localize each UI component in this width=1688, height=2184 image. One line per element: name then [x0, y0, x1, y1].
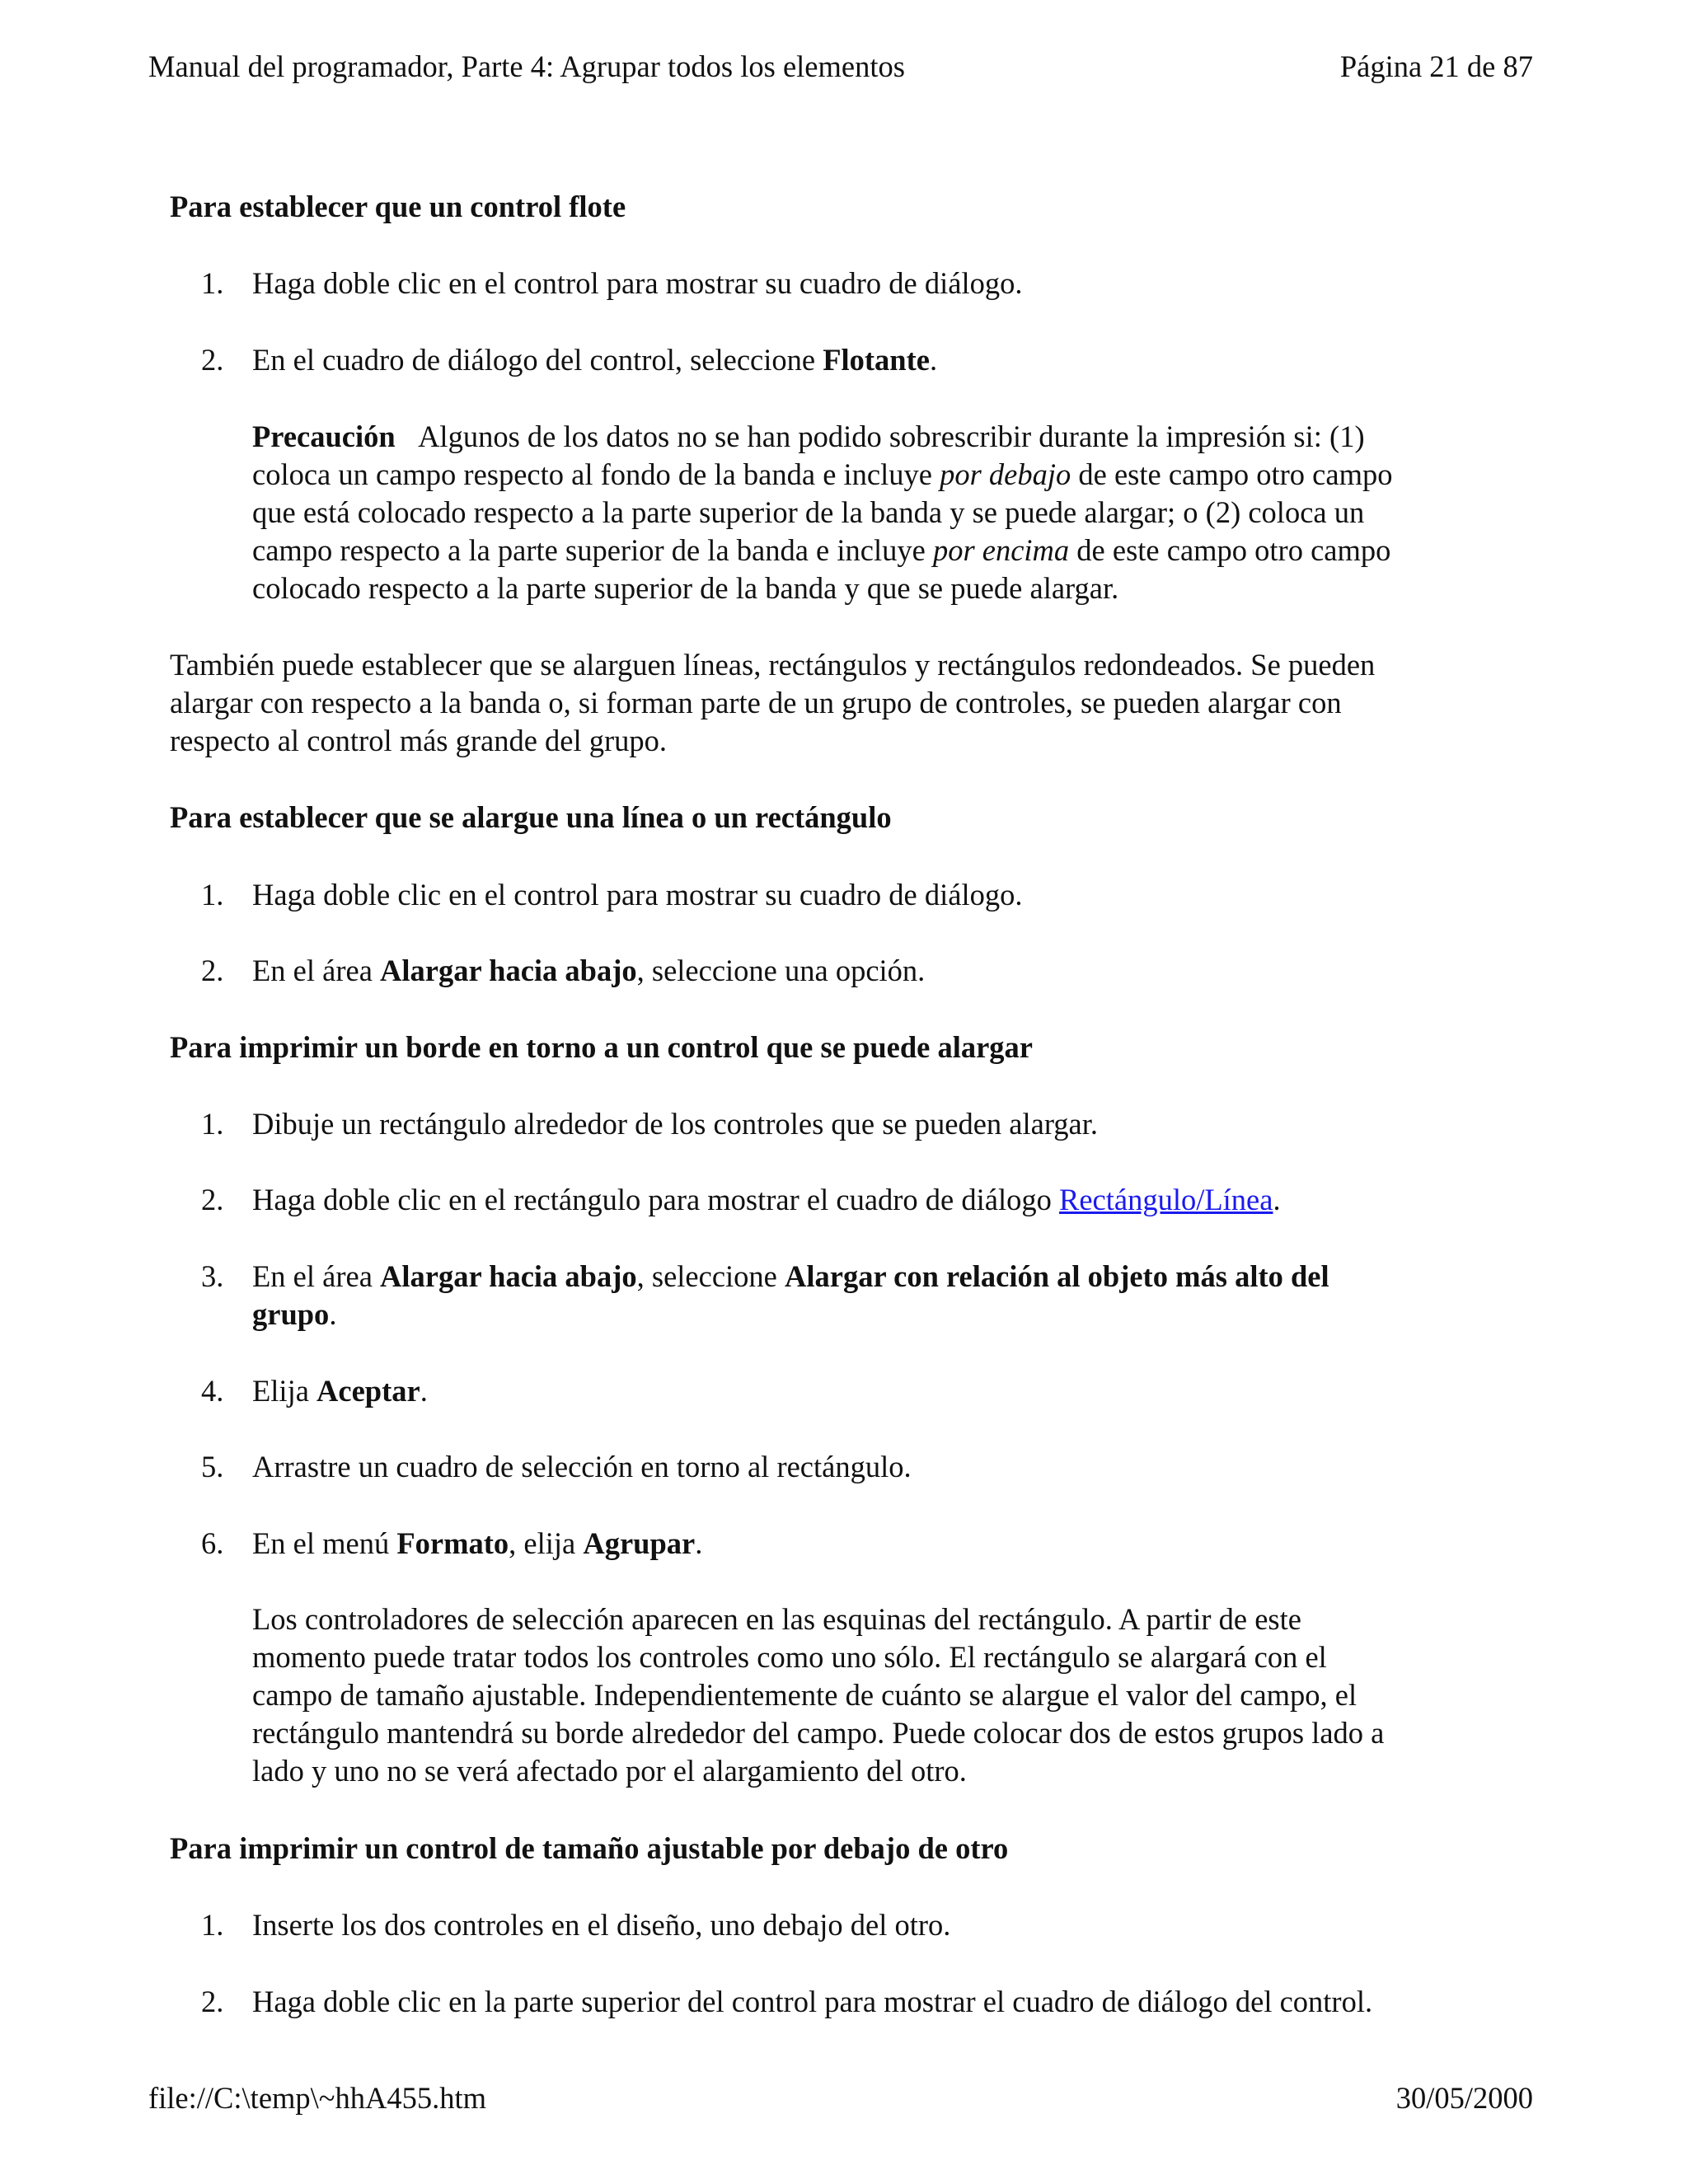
list-item-text: Haga doble clic en la parte superior del control para mostrar el cuadro de diálogo del control.: [252, 1985, 1373, 2018]
list-item-text: Dibuje un rectángulo alrededor de los controles que se pueden alargar.: [252, 1107, 1099, 1141]
body-paragraph: También puede establecer que se alarguen líneas, rectángulos y rectángulos redondeados. Se pueden alargar con respecto a la banda o, si forman parte de un grupo de controles, se pueden alargar con respecto al control más grande del grupo.: [170, 648, 1376, 757]
list-item-text: Arrastre un cuadro de selección en torno al rectángulo.: [252, 1450, 912, 1483]
list-item-number: 2.: [201, 343, 224, 377]
section-heading-border: Para imprimir un borde en torno a un control que se puede alargar: [170, 1030, 1034, 1064]
list-item-number: 1.: [201, 1908, 224, 1942]
list-item-text: Haga doble clic en el control para mostrar su cuadro de diálogo.: [252, 266, 1023, 300]
list-item-number: 1.: [201, 878, 224, 912]
list-item-number: 2.: [201, 954, 224, 987]
section-heading-print-below: Para imprimir un control de tamaño ajustable por debajo de otro: [170, 1831, 1009, 1865]
page-header-title: Manual del programador, Parte 4: Agrupar todos los elementos: [148, 49, 905, 83]
list-item-text: En el menú Formato, elija Agrupar.: [252, 1526, 703, 1560]
list-item-text: En el cuadro de diálogo del control, seleccione Flotante.: [252, 343, 938, 377]
list-item-text: En el área Alargar hacia abajo, seleccione una opción.: [252, 954, 926, 987]
list-item-number: 2.: [201, 1183, 224, 1216]
list-item-number: 1.: [201, 1107, 224, 1141]
list-item-number: 4.: [201, 1374, 224, 1408]
list-item-number: 2.: [201, 1985, 224, 2018]
section-heading-float: Para establecer que un control flote: [170, 190, 626, 223]
list-item-number: 3.: [201, 1259, 224, 1293]
page-number: Página 21 de 87: [1339, 49, 1533, 83]
ui-term: Flotante: [823, 343, 930, 377]
list-item-number: 1.: [201, 266, 224, 300]
section-heading-stretch-line: Para establecer que se alargue una línea o un rectángulo: [170, 800, 892, 834]
list-item-text: Inserte los dos controles en el diseño, uno debajo del otro.: [252, 1908, 951, 1942]
list-item-text: Haga doble clic en el rectángulo para mostrar el cuadro de diálogo Rectángulo/Línea.: [252, 1183, 1281, 1216]
list-item-text: En el área Alargar hacia abajo, seleccione Alargar con relación al objeto más alto del grupo.: [252, 1259, 1329, 1331]
footer-date: 30/05/2000: [1395, 2081, 1533, 2115]
list-item-number: 5.: [201, 1450, 224, 1483]
footer-file-path: file://C:\temp\~hhA455.htm: [148, 2081, 487, 2115]
caution-note: Precaución Algunos de los datos no se han podido sobrescribir durante la impresión si: (1) coloca un campo respecto al fondo de la banda e incluye por debajo de este campo otro campo que está colocado respecto a la parte superior de la banda y se puede alargar; o (2) coloca un campo respecto a la parte superior de la banda e incluye por encima de este campo otro campo colocado respecto a la parte superior de la banda y que se puede alargar.: [252, 419, 1393, 605]
list-item-number: 6.: [201, 1526, 224, 1560]
rectangle-line-link[interactable]: Rectángulo/Línea: [1059, 1183, 1273, 1216]
list-item-text: Elija Aceptar.: [252, 1374, 428, 1408]
list-item-text: Haga doble clic en el control para mostrar su cuadro de diálogo.: [252, 878, 1023, 912]
caution-label: Precaución: [252, 419, 396, 453]
note-paragraph: Los controladores de selección aparecen en las esquinas del rectángulo. A partir de este momento puede tratar todos los controles como uno sólo. El rectángulo se alargará con el campo de tamaño ajustable. Independientemente de cuánto se alargue el valor del campo, el rectángulo mantendrá su borde alrededor del campo. Puede colocar dos de estos grupos lado a lado y uno no se verá afectado por el alargamiento del otro.: [252, 1602, 1385, 1788]
